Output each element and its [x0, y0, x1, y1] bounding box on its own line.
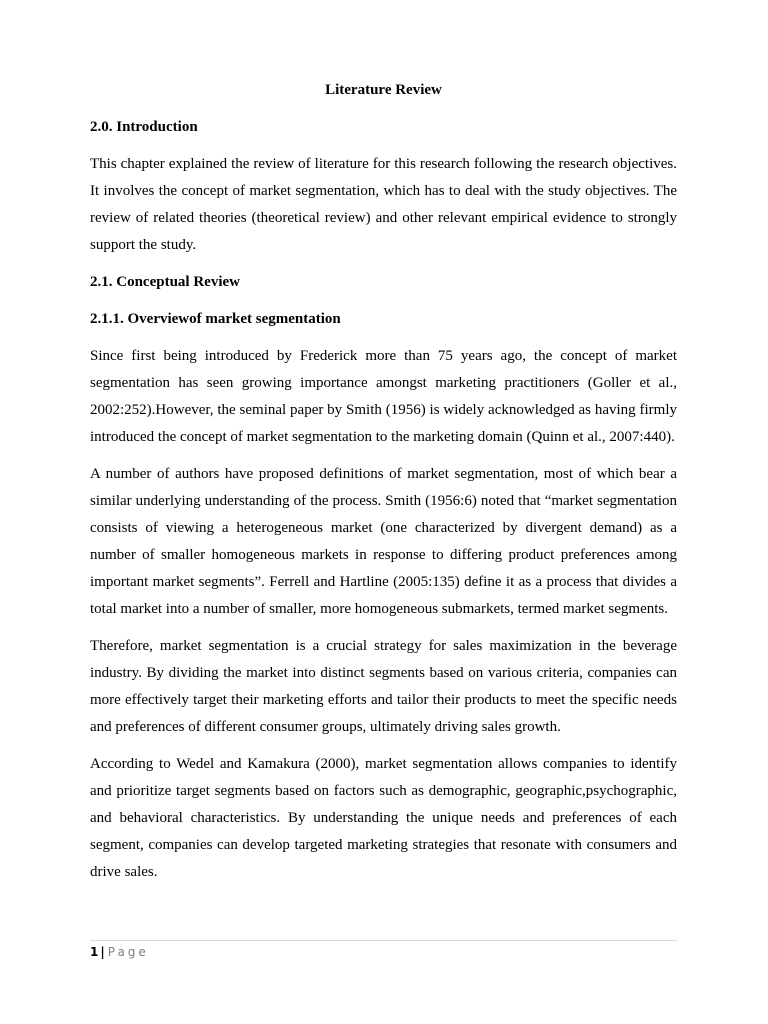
section-heading-conceptual-review: 2.1. Conceptual Review: [90, 274, 240, 290]
paragraph-target-segments: According to Wedel and Kamakura (2000), market segmentation allows companies to identify and prioritize target segments based on factors such as demographic, geographic,psychographic, and behavioral characteristics. By understanding the unique needs and preferences of each segment, companies can develop targeted marketing strategies that resonate with consumers and drive sales.: [90, 756, 677, 880]
paragraph-definitions: A number of authors have proposed definitions of market segmentation, most of which bear a similar underlying understanding of the process. Smith (1956:6) noted that “market segmentation consists of viewing a heterogeneous market (one characterized by divergent demand) as a number of smaller homogeneous markets in response to differing product preferences among important market segments”. Ferrell and Hartline (2005:135) define it as a process that divides a total market into a number of smaller, more homogeneous submarkets, termed market segments.: [90, 466, 677, 617]
page-number: 1: [90, 945, 99, 959]
paragraph-strategy: Therefore, market segmentation is a crucial strategy for sales maximization in the beverage industry. By dividing the market into distinct segments based on various criteria, companies can more effectively target their marketing efforts and tailor their products to meet the specific needs and preferences of different consumer groups, ultimately driving sales growth.: [90, 638, 677, 735]
page-footer: [90, 940, 677, 961]
page-label: Page: [107, 945, 149, 959]
paragraph-introduction: This chapter explained the review of literature for this research following the research objectives. It involves the concept of market segmentation, which has to deal with the study objectives. The review of related theories (theoretical review) and other relevant empirical evidence to strongly support the study.: [90, 156, 677, 253]
section-heading-introduction: 2.0. Introduction: [90, 119, 198, 135]
page-title: Literature Review: [325, 82, 442, 98]
document-body: [90, 77, 677, 896]
page-separator: |: [100, 945, 105, 959]
subsection-heading-overview: 2.1.1. Overviewof market segmentation: [90, 311, 341, 327]
paragraph-history: Since first being introduced by Frederick more than 75 years ago, the concept of market segmentation has seen growing importance amongst marketing practitioners (Goller et al., 2002:252).However, the seminal paper by Smith (1956) is widely acknowledged as having firmly introduced the concept of market segmentation to the marketing domain (Quinn et al., 2007:440).: [90, 348, 677, 445]
